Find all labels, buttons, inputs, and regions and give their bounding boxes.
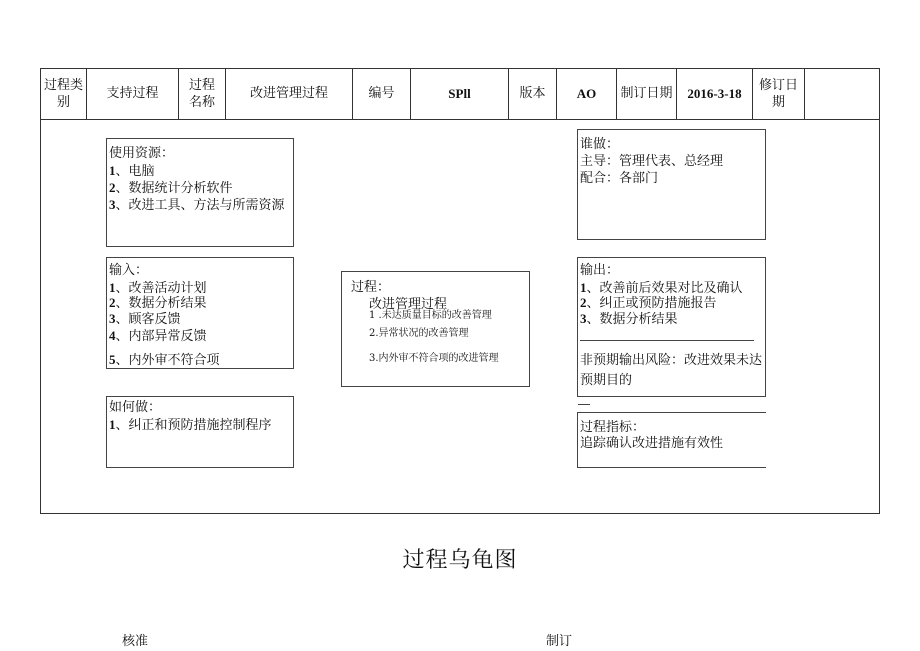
process-type-value: 支持过程 [106,86,159,101]
list-item: 3、顾客反馈 [109,311,181,327]
resources-title: 使用资源： [109,146,175,161]
list-item: 1 .未达质量目标的改善管理 [369,310,492,321]
outputs-title: 输出： [580,263,620,278]
list-item: 3、数据分析结果 [580,311,678,327]
inputs-title: 输入： [109,263,149,278]
indicator-text: 追踪确认改进措施有效性 [580,436,724,451]
list-item: 4、内部异常反馈 [109,328,207,344]
indicator-box [577,412,766,468]
code-value: SPll [448,86,471,101]
version-value: AO [576,86,597,101]
amend-date-value [805,68,879,119]
list-item: 2、数据统计分析软件 [109,180,233,196]
list-item: 3、改进工具、方法与所需资源 [109,197,285,213]
list-item: 2、纠正或预防措施报告 [580,295,717,311]
version-label: 版本 [519,86,546,101]
made-label: 制订 [546,634,573,649]
indicator-title: 过程指标： [580,420,646,435]
list-item: 5、内外审不符合项 [109,352,220,368]
resources-box [106,138,294,247]
process-name: 改进管理过程 [369,297,448,312]
who-assist: 配合：各部门 [580,171,659,186]
risk-text: 预期目的 [580,373,633,388]
process-box [341,271,530,387]
header-divider [40,119,880,120]
list-item: 1、改善活动计划 [109,280,207,296]
process-type-label: 过程类别 [43,77,83,110]
list-item: 1、纠正和预防措施控制程序 [109,417,272,433]
who-box [577,129,766,240]
amend-date-label: 修订日期 [758,77,798,110]
revise-date-label: 制订日期 [620,86,673,101]
code-label: 编号 [368,86,395,101]
inputs-box [106,257,294,369]
divider [577,396,766,397]
who-title: 谁做： [580,137,620,152]
who-lead: 主导：管理代表、总经理 [580,154,724,169]
process-name-label: 过程名称 [188,77,215,110]
list-item: 1、电脑 [109,163,155,179]
list-item: 2、数据分析结果 [109,295,207,311]
process-title: 过程： [351,280,391,295]
list-item: 1、改善前后效果对比及确认 [580,280,743,296]
divider [580,340,754,341]
approve-label: 核准 [122,634,149,649]
diagram-title: 过程乌龟图 [402,548,518,573]
outputs-box [577,257,766,397]
list-item: 3.内外审不符合项的改进管理 [369,353,499,364]
how-box [106,396,294,468]
divider [578,404,590,405]
risk-text: 非预期输出风险：改进效果未达 [580,353,763,368]
list-item: 2.异常状况的改善管理 [369,328,469,339]
process-name-value: 改进管理过程 [249,86,328,101]
how-title: 如何做： [109,400,162,415]
revise-date-value: 2016-3-18 [687,86,742,101]
